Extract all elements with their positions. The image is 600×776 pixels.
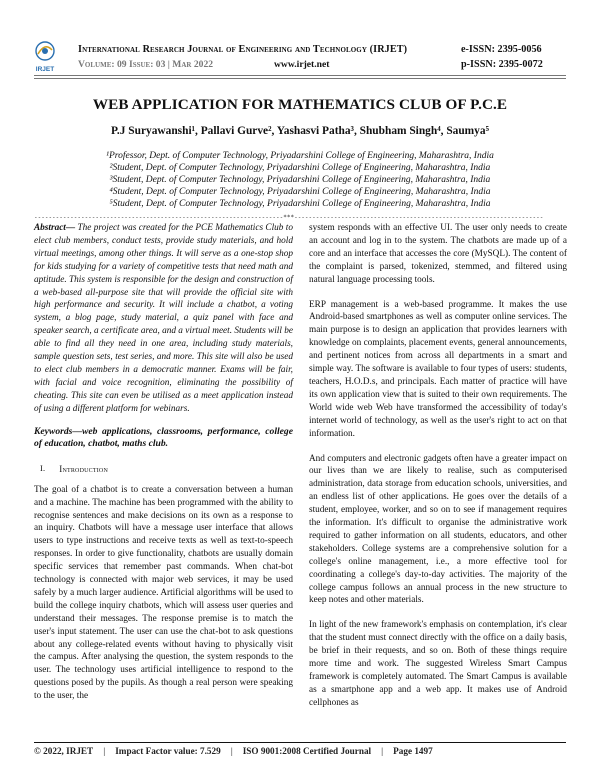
right-column: [309, 222, 567, 722]
section-title: Introduction: [59, 463, 108, 474]
footer-page-number: Page 1497: [393, 746, 433, 756]
footer-divider: |: [230, 746, 233, 756]
journal-website[interactable]: www.irjet.net: [274, 59, 330, 70]
issue-line: Volume: 09 Issue: 03 | Mar 2022: [78, 59, 214, 70]
journal-title: International Research Journal of Engineering and Technology (IRJET): [78, 44, 408, 55]
footer-copyright: © 2022, IRJET: [34, 746, 94, 756]
header-rule-second: [34, 78, 566, 79]
abstract: [34, 222, 293, 416]
body-paragraph: system responds with an effective UI. The user only needs to create an account and log in to the system. The chatbots are made up of a core and an interface that accesses the core (MySQL). The content of the complaint is parsed, tokenized, stemmed, and filtered using natural language processing tools.: [309, 223, 567, 285]
e-issn: e-ISSN: 2395-0056: [461, 44, 542, 55]
affiliation: ²Student, Dept. of Computer Technology, Priyadarshini College of Engineering, Maharashtra, India: [109, 163, 491, 173]
affiliation: ⁴Student, Dept. of Computer Technology, Priyadarshini College of Engineering, Maharashtra, India: [109, 187, 491, 197]
author-list: P.J Suryawanshi¹, Pallavi Gurve², Yashasvi Patha³, Shubham Singh⁴, Saumya⁵: [111, 125, 489, 137]
keywords: Keywords—web applications, classrooms, performance, college of education, chatbot, maths club.: [34, 425, 293, 450]
left-column: [34, 222, 293, 715]
abstract-label: Abstract—: [34, 223, 76, 233]
paper-title: WEB APPLICATION FOR MATHEMATICS CLUB OF P.C.E: [92, 96, 508, 113]
affiliation: ⁵Student, Dept. of Computer Technology, Priyadarshini College of Engineering, Maharashtra, India: [109, 199, 491, 209]
body-paragraph: And computers and electronic gadgets often have a greater impact on our lives than we are likely to realise, such as computerised administration, data storage from education schools, universities, and an endless list of other applications. He goes over the details of a student, employee, worker, and so on to see if management requires the information. It's difficult to organise the administrative work required to gather information on all students, educators, and other stakeholders. College systems are a comprehensive solution for a college's online management, i.e., a more effective tool for coordinating a college's day-to-day activities. The majority of the college campus follows an annual process in the new structure to keep notes and other materials.: [309, 453, 567, 606]
body-paragraph: ERP management is a web-based programme. It makes the use Android-based smartphones as well as computer online services. The main purpose is to design an application that provides learners with knowledge on complaints, placement events, general announcements, and pertinent notices from across all departments in a smart and simple way. The software is available to four types of users: students, teachers, H.O.D.s, and principals. Each matter of practice will have its own application view that is suited to their own requirements. The World wide web Web have transformed the accessibility of today's internet world of technology, as well as the user's right to act on that information.: [309, 299, 567, 439]
footer-impact-factor: Impact Factor value: 7.529: [115, 746, 221, 756]
p-issn: p-ISSN: 2395-0072: [461, 59, 543, 70]
page-footer: [34, 746, 566, 756]
body-paragraph: In light of the new framework's emphasis on contemplation, it's clear that the student must connect directly with the office on a daily basis, be brief in their requests, and so on. Both of these things require more time and work. The suggested Wireless Smart Campus framework is completely automated. The Smart Campus is available as a smartphone app and a web app. It makes use of Android cellphones as: [309, 620, 567, 708]
section-heading-introduction: [34, 463, 293, 476]
footer-rule: [34, 742, 566, 743]
footer-iso: ISO 9001:2008 Certified Journal: [242, 746, 372, 756]
intro-paragraph: The goal of a chatbot is to create a conversation between a human and a machine. The machine has been programmed with the ability to recognise sentences and make decisions on its own as a response to an inquiry. Chatbots will have a message user interface that allows users to type instructions and receive texts as well as text-to-speech responses. In order to give functionality, chatbots are usually domain specific services that remember past commands. When chat-bot technology is connected with major web services, it may be used safely by a much larger audience. Artificial algorithms will be used to build the college inquiry chatbots, which will assess user queries and understand their messages. The response premise is to match the user's input statement. The user can use the chat-bot to ask questions about any college-related events without having to physically visit the campus. After analysing the question, the system responds to the user. The technology uses artificial intelligence to respond to the questions posed by the pupils. As though a real person were speaking to the user, the: [34, 484, 293, 702]
header-rule: [34, 75, 566, 76]
footer-divider: |: [381, 746, 384, 756]
irjet-logo: [32, 40, 58, 74]
section-separator: ---------------------------------------------------------------------***---------------------------------------------------------------------: [34, 214, 544, 221]
affiliation: ¹Professor, Dept. of Computer Technology, Priyadarshini College of Engineering, Maharashtra, India: [106, 151, 494, 161]
footer-divider: |: [103, 746, 106, 756]
affiliation: ³Student, Dept. of Computer Technology, Priyadarshini College of Engineering, Maharashtra, India: [109, 175, 491, 185]
section-number: I.: [40, 463, 46, 473]
abstract-text: The project was created for the PCE Mathematics Club to elect club members, conduct tests, provide study materials, and hold virtual meetings, among other things. It will serve as a one-stop shop for kids studying for a variety of competitive tests that need math and aptitude. This system is responsible for the design and construction of a web-based all-purpose site that will provide the official site with high performance and security. It will include a chatbot, a voting system, a blog page, study material, a quiz panel with face and speaker search, a certificate area, and a virtual meet. Students will be able to find all they need in one area, including study materials, sample question sets, test series, and more. This site will also be used to elect club members in a democratic manner. Exams will be fair, with facial and voice recognition, eliminating the possibility of cheating. This site can even be utilised as a meet application instead of using a different platform for webinars.: [34, 223, 293, 414]
logo-text: IRJET: [35, 66, 55, 73]
